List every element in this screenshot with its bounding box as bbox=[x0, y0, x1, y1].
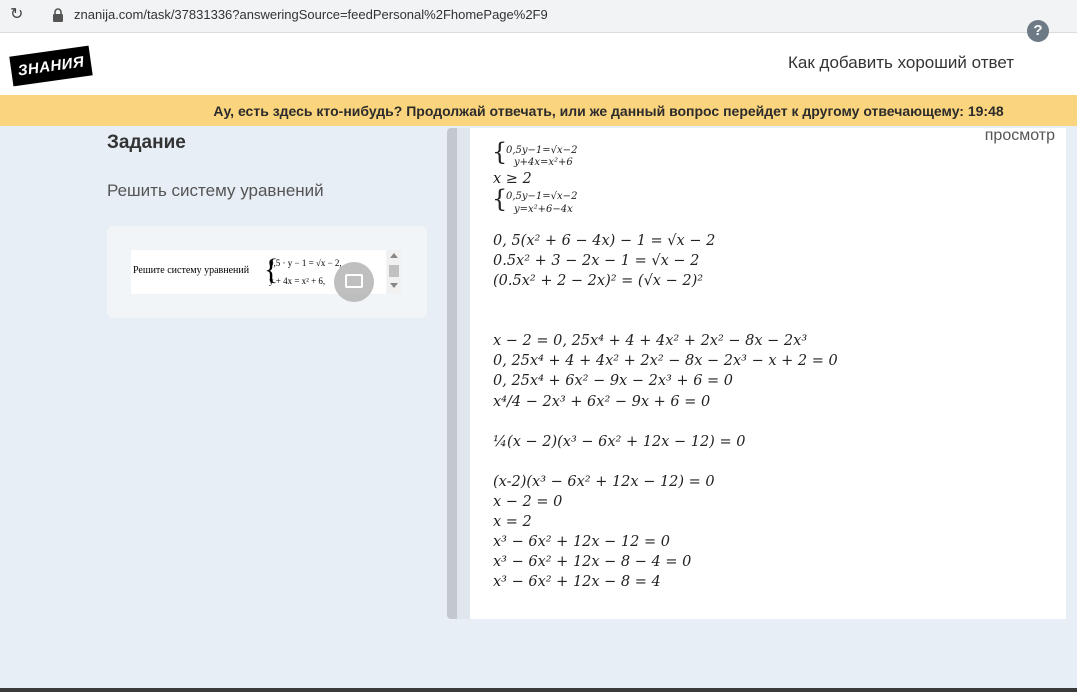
answer-editor-bar bbox=[447, 128, 457, 619]
math-line: y=x²+6−4x bbox=[514, 204, 573, 215]
attachment-label: Решите систему уравнений bbox=[133, 265, 250, 276]
attachment-eq2: y + 4x = x² + 6, bbox=[269, 276, 326, 286]
math-line: x³ − 6x² + 12x − 8 − 4 = 0 bbox=[493, 554, 692, 570]
banner-message bbox=[0, 103, 1077, 119]
math-line: ¼(x − 2)(x³ − 6x² + 12x − 12) = 0 bbox=[493, 434, 746, 450]
address-bar[interactable]: znanija.com/task/37831336?answeringSource=feedPersonal%2FhomePage%2F9 bbox=[74, 7, 548, 22]
math-line: x⁴/4 − 2x³ + 6x² − 9x + 6 = 0 bbox=[493, 394, 711, 410]
task-title: Задание bbox=[107, 132, 186, 153]
task-description: Решить систему уравнений bbox=[107, 181, 324, 200]
attachment-eq1: 0,5 · y − 1 = √x − 2, bbox=[269, 258, 342, 268]
site-logo[interactable]: ЗНАНИЯ bbox=[9, 46, 92, 87]
math-line: x − 2 = 0 bbox=[493, 494, 563, 510]
banner-timer: 19:48 bbox=[967, 103, 1004, 119]
math-line: 0.5x² + 3 − 2x − 1 = √x − 2 bbox=[493, 253, 700, 269]
preview-toggle[interactable]: просмотр bbox=[984, 127, 1055, 144]
math-line: x³ − 6x² + 12x − 8 = 4 bbox=[493, 574, 661, 590]
attachment-brace: { bbox=[264, 253, 279, 286]
system-brace: { bbox=[492, 138, 508, 166]
system-brace: { bbox=[492, 185, 508, 213]
scroll-up-icon[interactable] bbox=[390, 253, 398, 258]
math-line: 0, 25x⁴ + 6x² − 9x − 2x³ + 6 = 0 bbox=[493, 373, 734, 389]
math-line: 0,5y−1=√x−2 bbox=[506, 191, 578, 202]
howto-link[interactable]: Как добавить хороший ответ bbox=[788, 53, 1014, 72]
lock-icon bbox=[52, 8, 64, 22]
math-line: x³ − 6x² + 12x − 12 = 0 bbox=[493, 534, 670, 550]
math-line: 0,5y−1=√x−2 bbox=[506, 145, 578, 156]
site-header bbox=[0, 33, 1077, 95]
image-icon[interactable] bbox=[334, 262, 374, 302]
math-line: 0, 25x⁴ + 4 + 4x² + 2x² − 8x − 2x³ − x + 2 = 0 bbox=[493, 353, 838, 369]
math-line: (x-2)(x³ − 6x² + 12x − 12) = 0 bbox=[493, 474, 715, 490]
math-line: 0, 5(x² + 6 − 4x) − 1 = √x − 2 bbox=[493, 233, 716, 249]
math-line: (0.5x² + 2 − 2x)² = (√x − 2)² bbox=[493, 273, 704, 289]
attachment-scrollbar[interactable] bbox=[387, 250, 401, 294]
timer-banner bbox=[0, 95, 1077, 126]
math-line: x − 2 = 0, 25x⁴ + 4 + 4x² + 2x² − 8x − 2x³ bbox=[493, 333, 808, 349]
math-line: y+4x=x²+6 bbox=[514, 157, 573, 168]
banner-text: Ау, есть здесь кто-нибудь? Продолжай отвечать, или же данный вопрос перейдет к другому отвечающему: bbox=[213, 103, 964, 119]
math-line: x ≥ 2 bbox=[493, 171, 532, 187]
reload-icon[interactable]: ↻ bbox=[10, 6, 24, 23]
math-line: x = 2 bbox=[493, 514, 532, 530]
help-icon[interactable]: ? bbox=[1027, 20, 1049, 42]
bottom-border bbox=[0, 688, 1077, 692]
scroll-down-icon[interactable] bbox=[390, 283, 398, 288]
browser-bar bbox=[0, 0, 1077, 33]
scroll-thumb[interactable] bbox=[389, 265, 399, 277]
